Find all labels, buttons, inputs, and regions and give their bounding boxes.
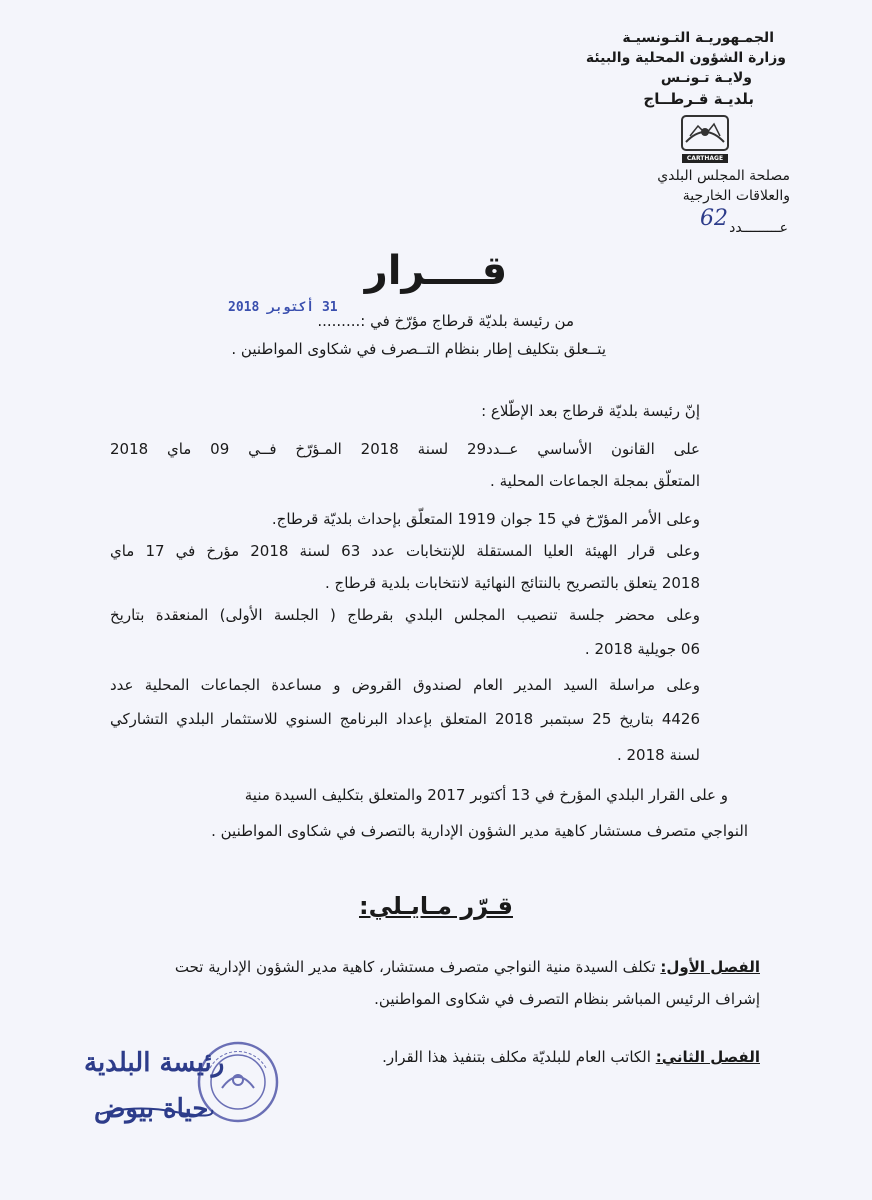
header-republic: الجمـهوريـة التـونسيـة (622, 30, 774, 46)
document-title: قــــرار (364, 248, 508, 294)
preamble-p2: وعلى الأمر المؤرّخ في 15 جوان 1919 المتعلّق بإحداث بلديّة قرطاج. (271, 510, 700, 528)
preamble-p1-line2: المتعلّق بمجلة الجماعات المحلية . (490, 472, 700, 490)
article-1-label: الفصل الأول: (660, 958, 760, 976)
header-municipality: بلديـة قـرطــاج (643, 90, 754, 108)
signature-underline (96, 1084, 216, 1128)
preamble-p4-line1: وعلى محضر جلسة تنصيب المجلس البلدي بقرطاج ( الجلسة الأولى) المنعقدة بتاريخ (110, 606, 700, 624)
preamble-p4-line2: 06 جويلية 2018 . (584, 640, 700, 658)
article-1-text: تكلف السيدة منية النواجي متصرف مستشار، كاهية مدير الشؤون الإدارية تحت (174, 958, 656, 976)
reference-number-value: 62 (700, 206, 728, 231)
preamble-p6-line2: النواجي متصرف مستشار كاهية مدير الشؤون الإدارية بالتصرف في شكاوى المواطنين . (211, 822, 748, 840)
preamble-p1-line1: على القانون الأساسي عــدد29 لسنة 2018 المـؤرّخ فــي 09 ماي 2018 (110, 440, 701, 458)
reference-number-label: عـــــــــدد (729, 220, 788, 236)
intro-issuer-line: من رئيسة بلديّة قرطاج مؤرّخ في :......... (317, 312, 574, 330)
article-1-line2: إشراف الرئيس المباشر بنظام التصرف في شكاوى المواطنين. (374, 990, 760, 1008)
preamble-p5-line3: لسنة 2018 . (616, 746, 700, 764)
signature-name: حياة بيوض (94, 1094, 209, 1124)
preamble-opening: إنّ رئيسة بلديّة قرطاج بعد الإطّلاع : (481, 402, 700, 420)
office-line-1: مصلحة المجلس البلدي (657, 168, 790, 184)
preamble-p5-line2: 4426 بتاريخ 25 سبتمبر 2018 المتعلق بإعداد البرنامج السنوي للاستثمار البلدي التشاركي (110, 710, 700, 728)
municipality-logo (676, 112, 734, 168)
logo-label: CARTHAGE (686, 155, 724, 162)
article-2-text: الكاتب العام للبلديّة مكلف بتنفيذ هذا القرار. (382, 1048, 651, 1066)
preamble-p3-line2: 2018 يتعلق بالتصريح بالنتائج النهائية لانتخابات بلدية قرطاج . (324, 574, 700, 592)
article-2-label: الفصل الثاني: (655, 1048, 760, 1066)
preamble-p3-line1: وعلى قرار الهيئة العليا المستقلة للإنتخابات عدد 63 لسنة 2018 مؤرخ في 17 ماي (110, 542, 701, 560)
preamble-p5-line1: وعلى مراسلة السيد المدير العام لصندوق القروض و مساعدة الجماعات المحلية عدد (110, 676, 700, 694)
date-stamp: 31 أكتوبر 2018 (228, 300, 338, 315)
intro-subject-line: يتــعلق بتكليف إطار بنظام التــصرف في شكاوى المواطنين . (231, 340, 606, 358)
header-governorate: ولايـة تـونـس (660, 70, 752, 86)
header-ministry: وزارة الشؤون المحلية والبيئة (585, 50, 786, 66)
preamble-p6-line1: و على القرار البلدي المؤرخ في 13 أكتوبر 2017 والمتعلق بتكليف السيدة منية (244, 786, 728, 804)
signature-title: رئيسة البلدية (84, 1048, 225, 1078)
office-line-2: والعلاقات الخارجية (682, 188, 790, 204)
article-1-line1 (175, 958, 760, 976)
article-2-line (382, 1048, 760, 1066)
decision-heading: قـرّر مـايـلي: (359, 892, 513, 920)
